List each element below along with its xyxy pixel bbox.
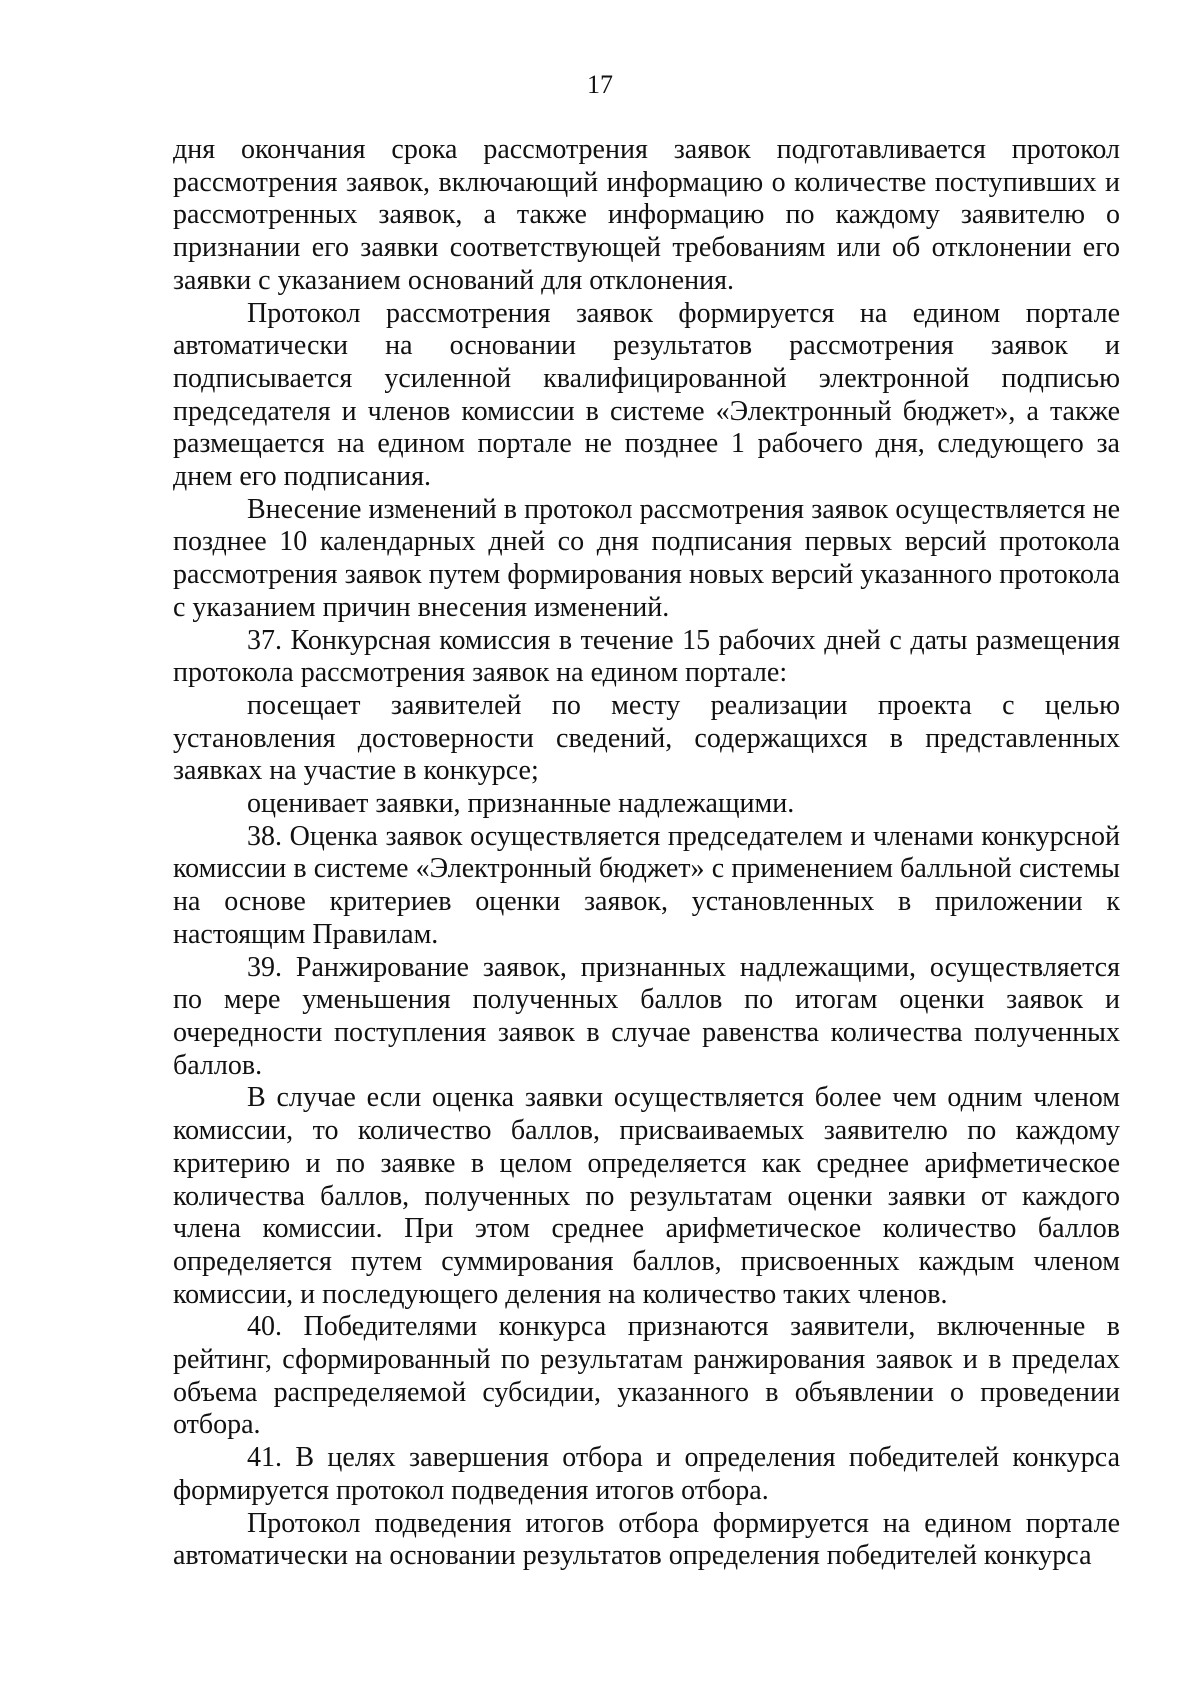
paragraph-item-41: 41. В целях завершения отбора и определения победителей конкурса формируется протокол подведения итогов отбора. bbox=[173, 1442, 1120, 1506]
paragraph-average-score: В случае если оценка заявки осуществляется более чем одним членом комиссии, то количество баллов, присваиваемых заявителю по каждому критерию и по заявке в целом определяется как среднее арифметическое количества баллов, полученных по результатам оценки заявки от каждого члена комиссии. При этом среднее арифметическое количество баллов определяется путем суммирования баллов, присвоенных каждым членом комиссии, и последующего деления на количество таких членов. bbox=[173, 1082, 1120, 1310]
page-number: 17 bbox=[587, 70, 613, 99]
paragraph-review-protocol-continuation: дня окончания срока рассмотрения заявок подготавливается протокол рассмотрения заявок, включающий информацию о количестве поступивших и рассмотренных заявок, а также информацию по каждому заявителю о признании его заявки соответствующей требованиям или об отклонении его заявки с указанием оснований для отклонения. bbox=[173, 134, 1120, 296]
paragraph-item-37-evaluates: оценивает заявки, признанные надлежащими. bbox=[247, 788, 795, 820]
paragraph-review-protocol-formation: Протокол рассмотрения заявок формируется на едином портале автоматически на основании результатов рассмотрения заявок и подписывается усиленной квалифицированной электронной подписью председателя и членов комиссии в системе «Электронный бюджет», а также размещается на едином портале не позднее 1 рабочего дня, следующего за днем его подписания. bbox=[173, 297, 1120, 493]
paragraph-item-39: 39. Ранжирование заявок, признанных надлежащими, осуществляется по мере уменьшения полученных баллов по итогам оценки заявок и очередности поступления заявок в случае равенства количества полученных баллов. bbox=[173, 951, 1120, 1081]
paragraph-item-40: 40. Победителями конкурса признаются заявители, включенные в рейтинг, сформированный по результатам ранжирования заявок и в пределах объема распределяемой субсидии, указанного в объявлении о проведении отбора. bbox=[173, 1311, 1120, 1441]
paragraph-results-protocol: Протокол подведения итогов отбора формируется на едином портале автоматически на основании результатов определения победителей конкурса bbox=[173, 1507, 1120, 1572]
document-body bbox=[173, 134, 1120, 1573]
paragraph-protocol-amendments: Внесение изменений в протокол рассмотрения заявок осуществляется не позднее 10 календарных дней со дня подписания первых версий протокола рассмотрения заявок путем формирования новых версий указанного протокола с указанием причин внесения изменений. bbox=[173, 493, 1120, 623]
paragraph-item-37: 37. Конкурсная комиссия в течение 15 рабочих дней с даты размещения протокола рассмотрения заявок на едином портале: bbox=[173, 624, 1120, 689]
paragraph-item-38: 38. Оценка заявок осуществляется председателем и членами конкурсной комиссии в системе «Электронный бюджет» с применением балльной системы на основе критериев оценки заявок, установленных в приложении к настоящим Правилам. bbox=[173, 820, 1120, 950]
paragraph-item-37-visits: посещает заявителей по месту реализации проекта с целью установления достоверности сведений, содержащихся в представленных заявках на участие в конкурсе; bbox=[173, 689, 1120, 787]
